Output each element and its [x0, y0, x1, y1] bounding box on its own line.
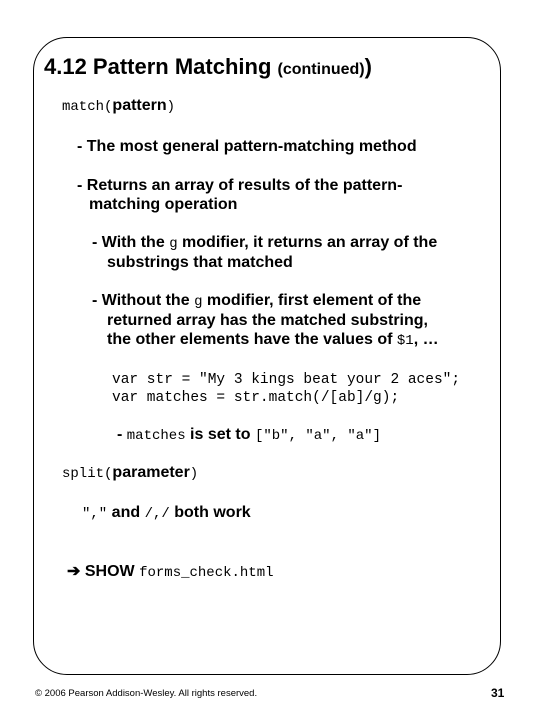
split-close: )	[189, 466, 199, 482]
without-g-line3-post: , …	[413, 331, 439, 348]
page-number: 31	[491, 686, 505, 700]
dollar-one-code: $1	[396, 333, 414, 349]
bullet-without-g-line3	[107, 331, 439, 350]
bullet-with-g	[92, 234, 437, 253]
result-code-array: ["b", "a", "a"]	[254, 428, 381, 444]
copyright-footer: © 2006 Pearson Addison-Wesley. All rights reserved.	[35, 688, 258, 699]
without-g-code: g	[194, 294, 203, 310]
show-file: forms_check.html	[139, 565, 274, 581]
with-g-post: modifier, it returns an array of the	[182, 234, 438, 251]
title-suffix: (continued)	[277, 61, 365, 78]
match-code: match(	[62, 99, 113, 115]
without-g-line3-pre: the other elements have the values of	[107, 331, 393, 348]
split-heading	[62, 464, 198, 483]
match-heading	[62, 97, 175, 116]
result-text: is set to	[190, 426, 251, 443]
bullet-without-g-line2: returned array has the matched substring,	[107, 312, 428, 329]
with-g-pre: - With the	[92, 234, 165, 251]
result-dash: -	[117, 426, 123, 443]
bullet-with-g-line2: substrings that matched	[107, 254, 293, 271]
match-word: pattern	[112, 97, 167, 114]
code-line-2: var matches = str.match(/[ab]/g);	[112, 390, 400, 406]
split-word: parameter	[112, 464, 190, 481]
code-line-1: var str = "My 3 kings beat your 2 aces";	[112, 372, 461, 388]
split-note-code1: ","	[82, 506, 108, 522]
result-line	[117, 426, 381, 445]
with-g-code: g	[169, 236, 178, 252]
bullet-general-method: - The most general pattern-matching method	[77, 138, 417, 155]
split-note	[82, 504, 251, 523]
bullet-without-g	[92, 292, 421, 311]
show-label: SHOW	[84, 563, 135, 580]
without-g-pre: - Without the	[92, 292, 190, 309]
title-main: 4.12 Pattern Matching	[44, 54, 272, 79]
slide-title	[44, 54, 372, 83]
match-close: )	[166, 99, 176, 115]
split-note-and: and	[111, 504, 141, 521]
bullet-returns-array-line1: - Returns an array of results of the pattern-	[77, 177, 403, 194]
title-close-paren: )	[364, 54, 372, 79]
bullet-returns-array-line2: matching operation	[89, 196, 238, 213]
split-code: split(	[62, 466, 113, 482]
split-note-code2: /,/	[144, 506, 170, 522]
result-code-matches: matches	[126, 428, 186, 444]
without-g-post: modifier, first element of the	[206, 292, 422, 309]
arrow-right-icon: ➔	[67, 563, 81, 580]
split-note-text: both work	[174, 504, 251, 521]
show-line	[67, 563, 274, 582]
